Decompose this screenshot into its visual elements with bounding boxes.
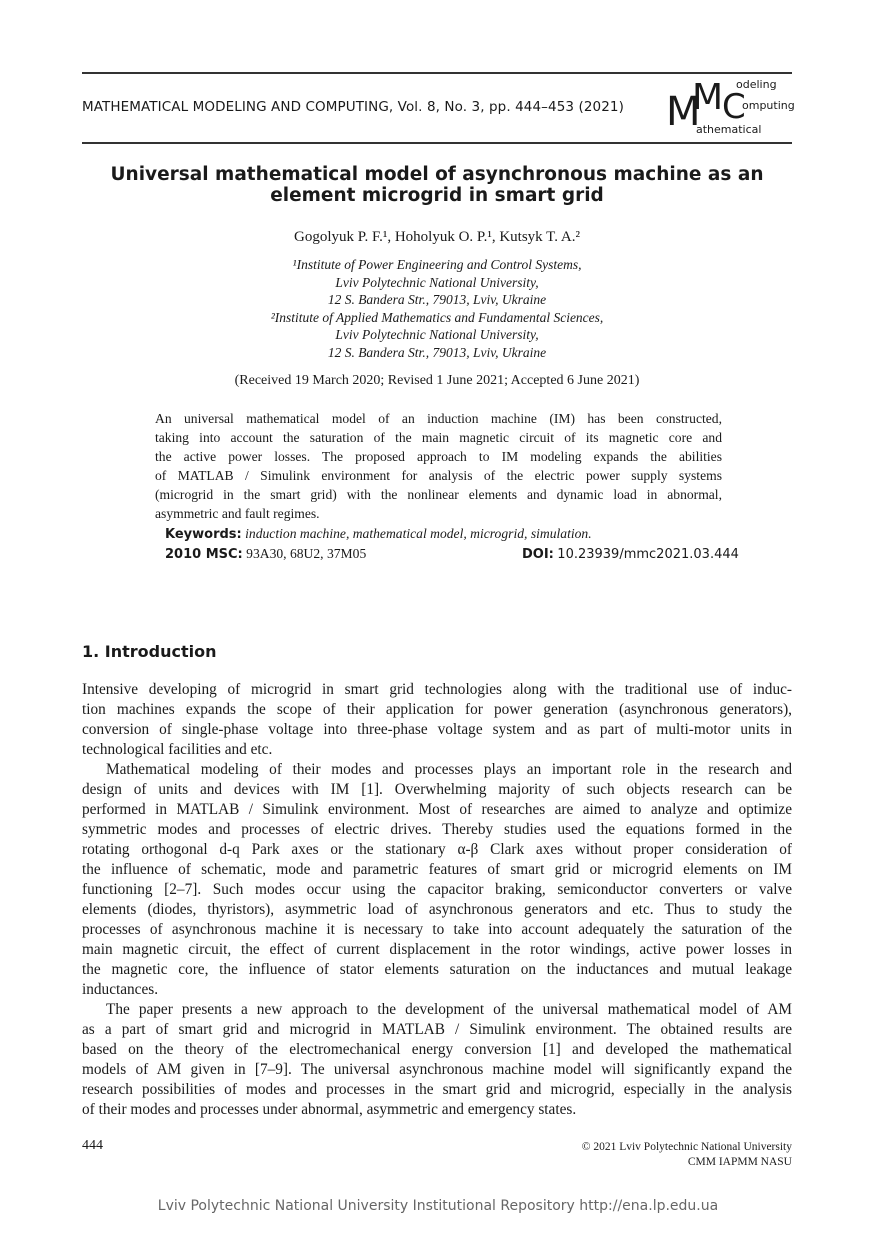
text-line: ²Institute of Applied Mathematics and Fundamental Sciences, <box>270 309 604 325</box>
text-line: design of units and devices with IM [1]. Overwhelming majority of such objects research can be <box>82 781 792 798</box>
logo-m2: M <box>692 77 724 118</box>
page-number: 444 <box>82 1138 103 1153</box>
keywords <box>165 524 727 544</box>
text-line: of MATLAB / Simulink environment for analysis of the electric power supply systems <box>155 468 722 483</box>
paragraph <box>82 680 792 760</box>
text-line: conversion of single-phase voltage into three-phase voltage system and as part of multi-motor units in <box>82 721 792 738</box>
text-line: the influence of schematic, mode and parametric features of smart grid or microgrid elements on IM <box>82 861 792 878</box>
doi <box>522 544 739 564</box>
text-line: Intensive developing of microgrid in smart grid technologies along with the traditional use of induc- <box>82 681 792 698</box>
text-line: tion machines expands the scope of their application for power generation (asynchronous generators), <box>82 701 792 718</box>
logo-odeling: odeling <box>736 78 777 91</box>
authors: Gogolyuk P. F.¹, Hoholyuk O. P.¹, Kutsyk T. A.² <box>294 229 580 245</box>
text-line: performed in MATLAB / Simulink environment. Most of researches are aimed to analyze and optimize <box>82 801 792 818</box>
text-line: rotating orthogonal d-q Park axes or the stationary α-β Clark axes without proper consideration of <box>82 841 792 858</box>
text-line: functioning [2–7]. Such modes occur using the capacitor braking, semiconductor converters or valve <box>82 881 792 898</box>
logo-m: M <box>666 89 701 135</box>
text-line: the active power losses. The proposed approach to IM modeling expands the abilities <box>155 449 722 464</box>
affiliations <box>82 256 792 362</box>
section-heading-introduction: 1. Introduction <box>82 642 217 661</box>
text-line: 12 S. Bandera Str., 79013, Lviv, Ukraine <box>327 344 547 360</box>
logo-omputing: omputing <box>742 99 795 112</box>
doi-label: DOI: <box>522 547 554 562</box>
received-dates: (Received 19 March 2020; Revised 1 June 2021; Accepted 6 June 2021) <box>234 373 640 388</box>
text-line: research possibilities of modes and processes in the smart grid and microgrid, especially in the analysis <box>82 1081 792 1098</box>
paragraph <box>82 760 792 1000</box>
copyright-line: © 2021 Lviv Polytechnic National University <box>581 1141 792 1153</box>
repository-notice: Lviv Polytechnic National University Institutional Repository http://ena.lp.edu.ua <box>157 1198 719 1214</box>
title-line: Universal mathematical model of asynchronous machine as an <box>110 164 764 185</box>
msc-doi-row <box>165 544 739 564</box>
text-line: technological facilities and etc. <box>82 741 273 758</box>
logo-athematical: athematical <box>696 123 762 136</box>
doi-link[interactable]: 10.23939/mmc2021.03.444 <box>557 547 739 562</box>
text-line: inductances. <box>82 981 159 998</box>
msc-value: 93A30, 68U2, 37M05 <box>246 546 367 561</box>
header-bottom-rule <box>82 142 792 144</box>
text-line: asymmetric and fault regimes. <box>155 506 320 521</box>
text-line: The paper presents a new approach to the development of the universal mathematical model of AM <box>106 1001 792 1018</box>
text-line: main magnetic circuit, the effect of current displacement in the rotor windings, active power losses in <box>82 941 792 958</box>
text-line: symmetric modes and processes of electric drives. Thereby studies used the equations formed in the <box>82 821 792 838</box>
text-line: taking into account the saturation of the main magnetic circuit of its magnetic core and <box>155 430 722 445</box>
keywords-value: induction machine, mathematical model, microgrid, simulation. <box>245 526 592 541</box>
header-top-rule <box>82 72 792 74</box>
msc-label: 2010 MSC: <box>165 547 243 562</box>
keywords-block <box>165 524 739 564</box>
keywords-label: Keywords: <box>165 527 242 542</box>
text-line: models of AM given in [7–9]. The universal asynchronous machine model will significantly expand the <box>82 1061 792 1078</box>
journal-header: MATHEMATICAL MODELING AND COMPUTING, Vol. 8, No. 3, pp. 444–453 (2021) <box>82 99 624 115</box>
text-line: 12 S. Bandera Str., 79013, Lviv, Ukraine <box>327 292 547 308</box>
text-line: ¹Institute of Power Engineering and Control Systems, <box>292 257 582 272</box>
text-line: processes of asynchronous machine it is necessary to take into account adequately the saturation of the <box>82 921 792 938</box>
paper-title <box>82 164 792 206</box>
copyright <box>500 1140 792 1170</box>
text-line: (microgrid in the smart grid) with the nonlinear elements and dynamic load in abnormal, <box>155 487 722 502</box>
text-line: Mathematical modeling of their modes and processes plays an important role in the research and <box>106 761 792 778</box>
text-line: Lviv Polytechnic National University, <box>335 274 539 290</box>
paragraph <box>82 1000 792 1120</box>
publisher-line: CMM IAPMM NASU <box>687 1156 792 1168</box>
title-line: element microgrid in smart grid <box>270 185 604 206</box>
journal-logo <box>666 78 796 138</box>
text-line: An universal mathematical model of an induction machine (IM) has been constructed, <box>155 411 722 426</box>
text-line: the magnetic core, the influence of stator elements saturation on the inductances and mutual leakage <box>82 961 792 978</box>
abstract <box>155 409 722 523</box>
text-line: Lviv Polytechnic National University, <box>335 327 539 343</box>
text-line: of their modes and processes under abnormal, asymmetric and emergency states. <box>82 1101 577 1118</box>
text-line: as a part of smart grid and microgrid in MATLAB / Simulink environment. The obtained results are <box>82 1021 792 1038</box>
introduction-body <box>82 680 792 1120</box>
logo-c: C <box>722 87 746 127</box>
text-line: elements (diodes, thyristors), asymmetric load of asynchronous generators and etc. Thus to study the <box>82 901 792 918</box>
text-line: based on the theory of the electromechanical energy conversion [1] and developed the mathematical <box>82 1041 792 1058</box>
